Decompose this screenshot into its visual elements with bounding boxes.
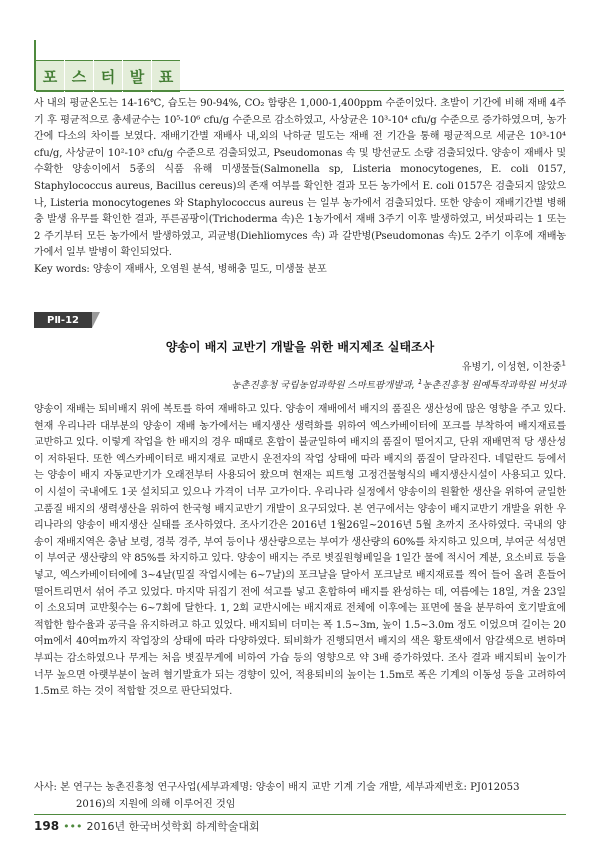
- header-char-3: 터: [94, 60, 122, 92]
- header-rule: [34, 90, 564, 91]
- acknowledgement: [34, 779, 566, 813]
- page-number: 198: [34, 819, 60, 833]
- body-paragraph: 양송이 재배는 퇴비배지 위에 복토를 하여 재배하고 있다. 양송이 재배에서 배지의 품질은 생산성에 많은 영향을 주고 있다. 현재 우리나라 대부분의 양송이 재배 농가에서는 배지생산 생력화를 위하여 엑스카베이터에 포크를 부착하여 배지재료를 교반하고 있다. 이렇게 작업을 한 배지의 경우 때때로 혼합이 불균일하여 배지의 품질이 떨어지고, 단위 재배면적 당 생산성이 저하된다. 또한 엑스카베이터로 배지재료 교반시 운전자의 작업 상태에 따라 배지의 품질이 달라진다. 네덜란드 등에서는 양송이 배지 자동교반기가 오래전부터 사용되어 왔으며 현재는 피트형 고정건물형식의 배지생산시설이 사용되고 있다. 이 시설이 국내에도 1곳 설치되고 있으나 가격이 너무 고가이다. 우리나라 실정에서 양송이의 원활한 생산을 위하여 균일한 고품질 배지의 생력생산을 위하여 한국형 배지교반기 개발이 요구되었다. 본 연구에서는 양송이 배지교반기 개발을 위한 우리나라의 양송이 배지생산 실태를 조사하였다. 조사기간은 2016년 1월26일~2016년 5월 초까지 조사하였다. 국내의 양송이 재배지역은 충남 보령, 경북 경주, 부여 등이나 생산량으로는 부여가 생산량의 60%를 차지하고 있으며, 부여군 석성면이 부여군 생산량의 약 85%를 차지하고 있다. 양송이 배지는 주로 볏짚원형베일을 1일간 물에 적시어 계분, 요소비료 등을 넣고, 엑스카베이터에에 3~4날(밀질 작업시에는 6~7날)의 포크날을 달아서 포크날로 배지재료를 찍어 들어 올려 흔들어 떨어트리면서 섞어 주고 있었다. 마지막 뒤집기 전에 석고를 넣고 혼합하여 배지를 완성하는 데, 여름에는 18일, 겨울 23일이 소요되며 교반횟수는 6~7회에 달한다. 1, 2회 교반시에는 배지재료 전체에 이후에는 표면에 물을 분무하여 호기발효에 적합한 함수율과 공극을 유지하려고 하고 있었다. 배지퇴비 더미는 폭 1.5~3m, 높이 1.5~3.0m 정도 이었으며 길이는 20여m에서 40여m까지 작업장의 상태에 따라 다양하였다. 퇴비화가 진행되면서 배지의 색은 황토색에서 암갈색으로 변하며 부피는 감소하였으나 무게는 처음 볏짚무게에 비하여 가습 등의 영향으로 약 3배 증가하였다. 조사 결과 배지퇴비 높이가 너무 높으면 아랫부분이 눌려 혐기발효가 되는 경향이 있어, 적용퇴비의 높이는 1.5m로 폭은 기계의 이동성 등을 고려하여 1.5m로 하는 것이 적합할 것으로 판단되었다.: [34, 404, 566, 698]
- footer-dots: •••: [63, 820, 83, 833]
- paper-title: 양송이 배지 교반기 개발을 위한 배지제조 실태조사: [165, 340, 435, 354]
- header-char-5: 표: [152, 60, 180, 92]
- footer-event: 2016년 한국버섯학회 하계학술대회: [86, 820, 260, 833]
- acknowledgement-line-2: 2016)의 지원에 의해 이루어진 것임: [76, 799, 236, 810]
- affiliation: [231, 377, 566, 391]
- authors-names: 유병기, 이성현, 이찬중: [461, 362, 562, 373]
- page-footer: [34, 818, 260, 834]
- page-header: [0, 0, 600, 100]
- affiliation-2: 농촌진흥청 원예특작과학원 버섯과: [422, 380, 566, 391]
- footer-rule: [34, 814, 566, 815]
- affiliation-sup: 1: [417, 377, 423, 386]
- header-char-1: 포: [36, 60, 64, 92]
- header-char-2: 스: [65, 60, 93, 92]
- affiliation-1: 농촌진흥청 국립농업과학원 스마트팜개발과,: [231, 380, 418, 391]
- header-char-4: 발: [123, 60, 151, 92]
- acknowledgement-line-1: 사사: 본 연구는 농촌진흥청 연구사업(세부과제명: 양송이 배지 교반 기계 기술 개발, 세부과제번호: PJ012053: [34, 782, 520, 793]
- authors: [462, 358, 566, 373]
- section-tag: PⅡ-12: [34, 312, 92, 328]
- section-tag-tail: [92, 312, 100, 328]
- abstract-continued: 사 내의 평균온도는 14-16℃, 습도는 90-94%, CO₂ 함량은 1,000-1,400ppm 수준이었다. 초발이 기간에 비해 재배 4주기 후 평균적으로 총세균수는 10⁵-10⁶ cfu/g 수준으로 감소하였고, 사상균은 10³-10⁴ cfu/g 수준으로 증가하였으며, 농가 간에 다소의 차이를 보였다. 재배기간별 재배사 내,외의 낙하균 밀도는 재배 전 기간을 통해 평균적으로 세균은 10³-10⁴ cfu/g, 사상균이 10²-10³ cfu/g 수준으로 검출되었고, Pseudomonas 속 및 방선균도 소량 검출되었다. 양송이 재배사 및 수확한 양송이에서 5종의 식품 유해 미생물들(Salmonella sp, Listeria monocytogenes, E. coli 0157, Staphylococcus aureus, Bacillus cereus)의 존재 여부를 확인한 결과 모든 농가에서 E. coli 0157은 검출되지 않았으나, Listeria monocytogenes 와 Staphylococcus aureus 는 일부 농가에서 검출되었다. 또한 양송이 재배기간별 병해충 발생 유무를 확인한 결과, 푸른곰팡이(Trichoderma 속)은 1농가에서 재배 3주기 이후 발생하였고, 버섯파리는 1 또는 2 주기부터 모든 농가에서 발생하였고, 괴균병(Diehliomyces 속) 과 갈반병(Pseudomonas 속)도 2주기 이후에 재배농가에서 일부 발병이 확인되었다.: [34, 98, 566, 259]
- authors-sup: 1: [561, 359, 566, 368]
- keywords: Key words: 양송이 재배사, 오염원 분석, 병해충 밀도, 미생물 분포: [34, 264, 327, 275]
